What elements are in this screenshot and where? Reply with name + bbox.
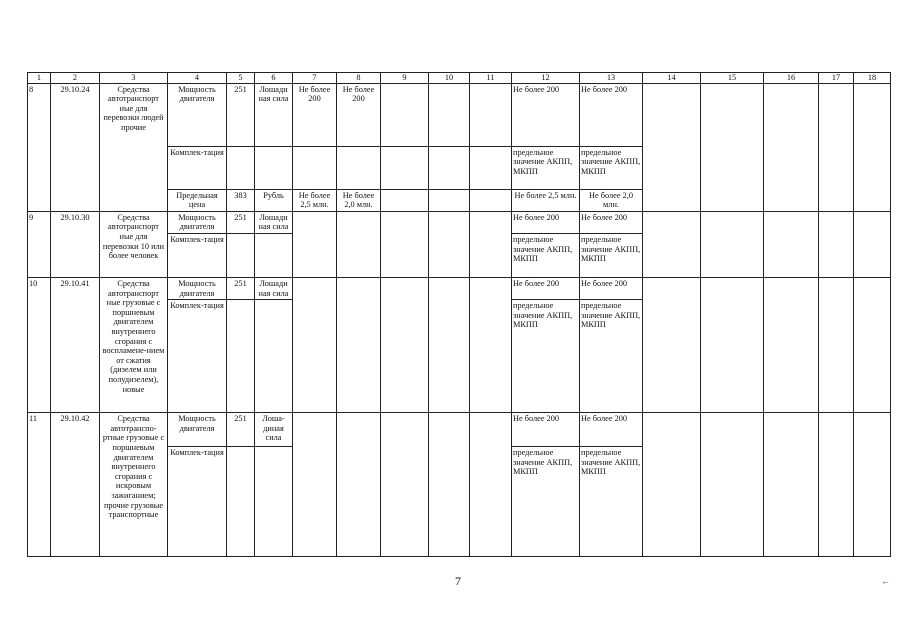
value-cell: Не более 2,0 млн. xyxy=(580,189,643,211)
empty-cell xyxy=(429,277,470,412)
col-header: 5 xyxy=(227,73,255,84)
empty-cell xyxy=(470,83,512,146)
row-number: 11 xyxy=(28,413,51,557)
col-header: 1 xyxy=(28,73,51,84)
table-row xyxy=(28,211,891,233)
value-cell: Не более 200 xyxy=(580,413,643,447)
empty-cell xyxy=(227,233,255,277)
unit-name: Лошади ная сила xyxy=(255,211,293,233)
empty-cell xyxy=(854,277,891,412)
col-header: 15 xyxy=(701,73,764,84)
empty-cell xyxy=(337,146,381,189)
empty-cell xyxy=(819,211,854,277)
item-name: Средства автотранспорт ные для перевозки 10 или более человек xyxy=(100,211,168,277)
empty-cell xyxy=(337,413,381,557)
value-cell: Не более 2,5 млн. xyxy=(512,189,580,211)
row-number: 8 xyxy=(28,83,51,211)
col-header: 8 xyxy=(337,73,381,84)
value-cell: Не более 2,5 млн. xyxy=(293,189,337,211)
empty-cell xyxy=(701,413,764,557)
empty-cell xyxy=(470,189,512,211)
value-cell: предельное значение АКПП, МКПП xyxy=(512,447,580,557)
col-header: 13 xyxy=(580,73,643,84)
col-header: 18 xyxy=(854,73,891,84)
empty-cell xyxy=(293,211,337,277)
characteristic-label: Комплек-тация xyxy=(168,300,227,413)
col-header: 7 xyxy=(293,73,337,84)
value-cell: предельное значение АКПП, МКПП xyxy=(580,300,643,413)
value-cell: Не более 200 xyxy=(512,277,580,299)
value-cell: предельное значение АКПП, МКПП xyxy=(580,146,643,189)
value-cell: предельное значение АКПП, МКПП xyxy=(580,447,643,557)
col-header: 17 xyxy=(819,73,854,84)
empty-cell xyxy=(470,413,512,557)
value-cell: предельное значение АКПП, МКПП xyxy=(512,300,580,413)
col-header: 16 xyxy=(764,73,819,84)
page-number: 7 xyxy=(455,574,461,588)
empty-cell xyxy=(429,211,470,277)
empty-cell xyxy=(470,277,512,412)
empty-cell xyxy=(381,413,429,557)
empty-cell xyxy=(381,189,429,211)
empty-cell xyxy=(643,413,701,557)
okpd-code: 29.10.30 xyxy=(51,211,100,277)
empty-cell xyxy=(470,211,512,277)
empty-cell xyxy=(854,83,891,211)
characteristic-label: Мощность двигателя xyxy=(168,413,227,447)
col-header: 14 xyxy=(643,73,701,84)
unit-code: 251 xyxy=(227,413,255,447)
empty-cell xyxy=(255,447,293,557)
okpd-code: 29.10.41 xyxy=(51,277,100,412)
characteristic-label: Мощность двигателя xyxy=(168,211,227,233)
empty-cell xyxy=(381,277,429,412)
empty-cell xyxy=(819,413,854,557)
col-header: 6 xyxy=(255,73,293,84)
value-cell: Не более 200 xyxy=(512,83,580,146)
unit-code: 251 xyxy=(227,83,255,146)
value-cell: Не более 200 xyxy=(580,277,643,299)
col-header: 9 xyxy=(381,73,429,84)
empty-cell xyxy=(764,413,819,557)
col-header: 2 xyxy=(51,73,100,84)
col-header: 3 xyxy=(100,73,168,84)
unit-name: Лошади ная сила xyxy=(255,83,293,146)
empty-cell xyxy=(643,211,701,277)
arrow-mark: ← xyxy=(881,576,890,586)
value-cell: Не более 200 xyxy=(512,413,580,447)
okpd-code: 29.10.42 xyxy=(51,413,100,557)
empty-cell xyxy=(293,413,337,557)
empty-cell xyxy=(764,83,819,211)
value-cell: предельное значение АКПП, МКПП xyxy=(512,233,580,277)
empty-cell xyxy=(381,146,429,189)
empty-cell xyxy=(337,277,381,412)
col-header: 4 xyxy=(168,73,227,84)
unit-name: Лошади ная сила xyxy=(255,277,293,299)
unit-name: Рубль xyxy=(255,189,293,211)
col-header: 12 xyxy=(512,73,580,84)
col-header: 10 xyxy=(429,73,470,84)
table-row xyxy=(28,83,891,146)
empty-cell xyxy=(227,300,255,413)
column-number-row xyxy=(28,73,891,84)
empty-cell xyxy=(819,83,854,211)
empty-cell xyxy=(854,211,891,277)
empty-cell xyxy=(643,277,701,412)
value-cell: Не более 2,0 млн. xyxy=(337,189,381,211)
empty-cell xyxy=(764,211,819,277)
value-cell: предельное значение АКПП, МКПП xyxy=(580,233,643,277)
characteristic-label: Комплек-тация xyxy=(168,447,227,557)
value-cell: Не более 200 xyxy=(337,83,381,146)
empty-cell xyxy=(293,146,337,189)
empty-cell xyxy=(293,277,337,412)
item-name: Средства автотранспорт ные грузовые с поршневым двигателем внутреннего сгорания с воспламене-нием от сжатия (дизелем или полудизелем), новые xyxy=(100,277,168,412)
value-cell: предельное значение АКПП, МКПП xyxy=(512,146,580,189)
empty-cell xyxy=(701,83,764,211)
requirements-table xyxy=(27,72,891,557)
characteristic-label: Комплек-тация xyxy=(168,233,227,277)
empty-cell xyxy=(429,83,470,146)
empty-cell xyxy=(701,211,764,277)
table-row xyxy=(28,413,891,447)
empty-cell xyxy=(255,300,293,413)
characteristic-label: Мощность двигателя xyxy=(168,83,227,146)
empty-cell xyxy=(854,413,891,557)
empty-cell xyxy=(381,83,429,146)
empty-cell xyxy=(255,233,293,277)
unit-code: 383 xyxy=(227,189,255,211)
row-number: 10 xyxy=(28,277,51,412)
unit-code: 251 xyxy=(227,277,255,299)
item-name: Средства автотранспо-ртные грузовые с поршневым двигателем внутреннего сгорания с искровым зажиганием; прочие грузовые транспортные xyxy=(100,413,168,557)
item-name: Средства автотранспорт ные для перевозки людей прочие xyxy=(100,83,168,211)
empty-cell xyxy=(227,146,255,189)
empty-cell xyxy=(227,447,255,557)
table-row xyxy=(28,277,891,299)
value-cell: Не более 200 xyxy=(293,83,337,146)
value-cell: Не более 200 xyxy=(580,83,643,146)
row-number: 9 xyxy=(28,211,51,277)
characteristic-label: Мощность двигателя xyxy=(168,277,227,299)
empty-cell xyxy=(381,211,429,277)
empty-cell xyxy=(429,189,470,211)
empty-cell xyxy=(470,146,512,189)
empty-cell xyxy=(764,277,819,412)
value-cell: Не более 200 xyxy=(580,211,643,233)
empty-cell xyxy=(429,413,470,557)
unit-code: 251 xyxy=(227,211,255,233)
col-header: 11 xyxy=(470,73,512,84)
empty-cell xyxy=(643,83,701,211)
okpd-code: 29.10.24 xyxy=(51,83,100,211)
empty-cell xyxy=(255,146,293,189)
empty-cell xyxy=(429,146,470,189)
empty-cell xyxy=(337,211,381,277)
unit-name: Лоша-диная сила xyxy=(255,413,293,447)
characteristic-label: Комплек-тация xyxy=(168,146,227,189)
empty-cell xyxy=(819,277,854,412)
empty-cell xyxy=(701,277,764,412)
value-cell: Не более 200 xyxy=(512,211,580,233)
characteristic-label: Предельная цена xyxy=(168,189,227,211)
